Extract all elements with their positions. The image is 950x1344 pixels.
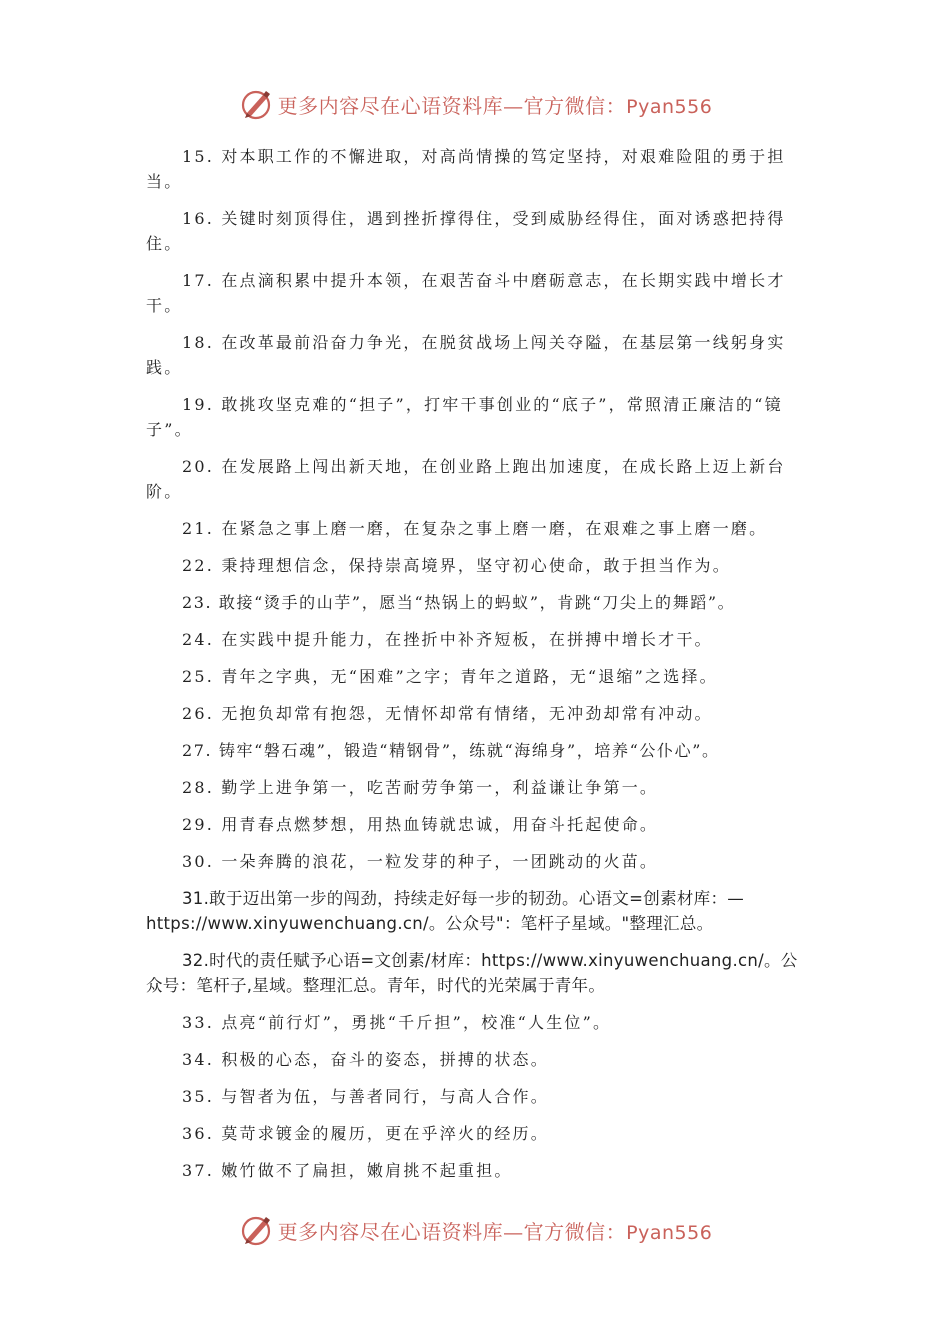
- list-item: 18. 在改革最前沿奋力争光，在脱贫战场上闯关夺隘，在基层第一线躬身实践。: [146, 333, 786, 377]
- footer-banner: [0, 1210, 950, 1250]
- header-banner: [0, 84, 950, 124]
- list-item: 15. 对本职工作的不懈进取，对高尚情操的笃定坚持，对艰难险阻的勇于担当。: [146, 147, 786, 191]
- footer-banner-text: [278, 1216, 713, 1245]
- list-item: 37. 嫩竹做不了扁担，嫩肩挑不起重担。: [182, 1161, 513, 1180]
- list-item: 28. 勤学上进争第一，吃苦耐劳争第一，利益谦让争第一。: [182, 778, 659, 797]
- list-item: 23. 敢接“烫手的山芋”，愿当“热锅上的蚂蚁”，肯跳“刀尖上的舞蹈”。: [182, 593, 736, 612]
- header-banner-text: [278, 90, 713, 119]
- list-item: 16. 关键时刻顶得住，遇到挫折撑得住，受到威胁经得住，面对诱惑把持得住。: [146, 209, 786, 253]
- list-item: 24. 在实践中提升能力，在挫折中补齐短板，在拼搏中增长才干。: [182, 630, 713, 649]
- list-item: 36. 莫苛求镀金的履历，更在乎淬火的经历。: [182, 1124, 549, 1143]
- list-item: 26. 无抱负却常有抱怨，无情怀却常有情绪，无冲劲却常有冲动。: [182, 704, 713, 723]
- list-item: 22. 秉持理想信念，保持崇高境界，坚守初心使命，敢于担当作为。: [182, 556, 731, 575]
- pen-logo-icon: [238, 86, 274, 122]
- main-content: [146, 144, 810, 1195]
- list-item: 30. 一朵奔腾的浪花，一粒发芽的种子，一团跳动的火苗。: [182, 852, 659, 871]
- footer-banner-wechat-id: Pyan556: [626, 1221, 713, 1244]
- header-banner-cn: 更多内容尽在心语资料库—官方微信：: [277, 93, 627, 118]
- footer-banner-cn: 更多内容尽在心语资料库—官方微信：: [277, 1219, 627, 1244]
- list-item: 31.敢于迈出第一步的闯劲，持续走好每一步的韧劲。心语文=创素材库：—https://www.xinyuwenchuang.cn/。公众号"：笔杆子星域。"整理汇总。: [146, 889, 745, 933]
- list-item: 35. 与智者为伍，与善者同行，与高人合作。: [182, 1087, 549, 1106]
- list-item: 21. 在紧急之事上磨一磨，在复杂之事上磨一磨，在艰难之事上磨一磨。: [182, 519, 768, 538]
- list-item: 19. 敢挑攻坚克难的“担子”，打牢干事创业的“底子”，常照清正廉洁的“镜子”。: [146, 395, 783, 439]
- list-item: 27. 铸牢“磐石魂”，锻造“精钢骨”，练就“海绵身”，培养“公仆心”。: [182, 741, 720, 760]
- list-item: 32.时代的责任赋予心语=文创素/材库：https://www.xinyuwenchuang.cn/。公众号：笔杆子,星域。整理汇总。青年，时代的光荣属于青年。: [146, 951, 798, 995]
- list-item: 34. 积极的心态，奋斗的姿态，拼搏的状态。: [182, 1050, 549, 1069]
- list-item: 17. 在点滴积累中提升本领，在艰苦奋斗中磨砺意志，在长期实践中增长才干。: [146, 271, 786, 315]
- list-item: 20. 在发展路上闯出新天地，在创业路上跑出加速度，在成长路上迈上新台阶。: [146, 457, 786, 501]
- list-item: 33. 点亮“前行灯”，勇挑“千斤担”，校准“人生位”。: [182, 1013, 612, 1032]
- list-item: 25. 青年之字典，无“困难”之字；青年之道路，无“退缩”之选择。: [182, 667, 718, 686]
- header-banner-wechat-id: Pyan556: [626, 95, 713, 118]
- pen-logo-icon: [238, 1212, 274, 1248]
- list-item: 29. 用青春点燃梦想，用热血铸就忠诚，用奋斗托起使命。: [182, 815, 659, 834]
